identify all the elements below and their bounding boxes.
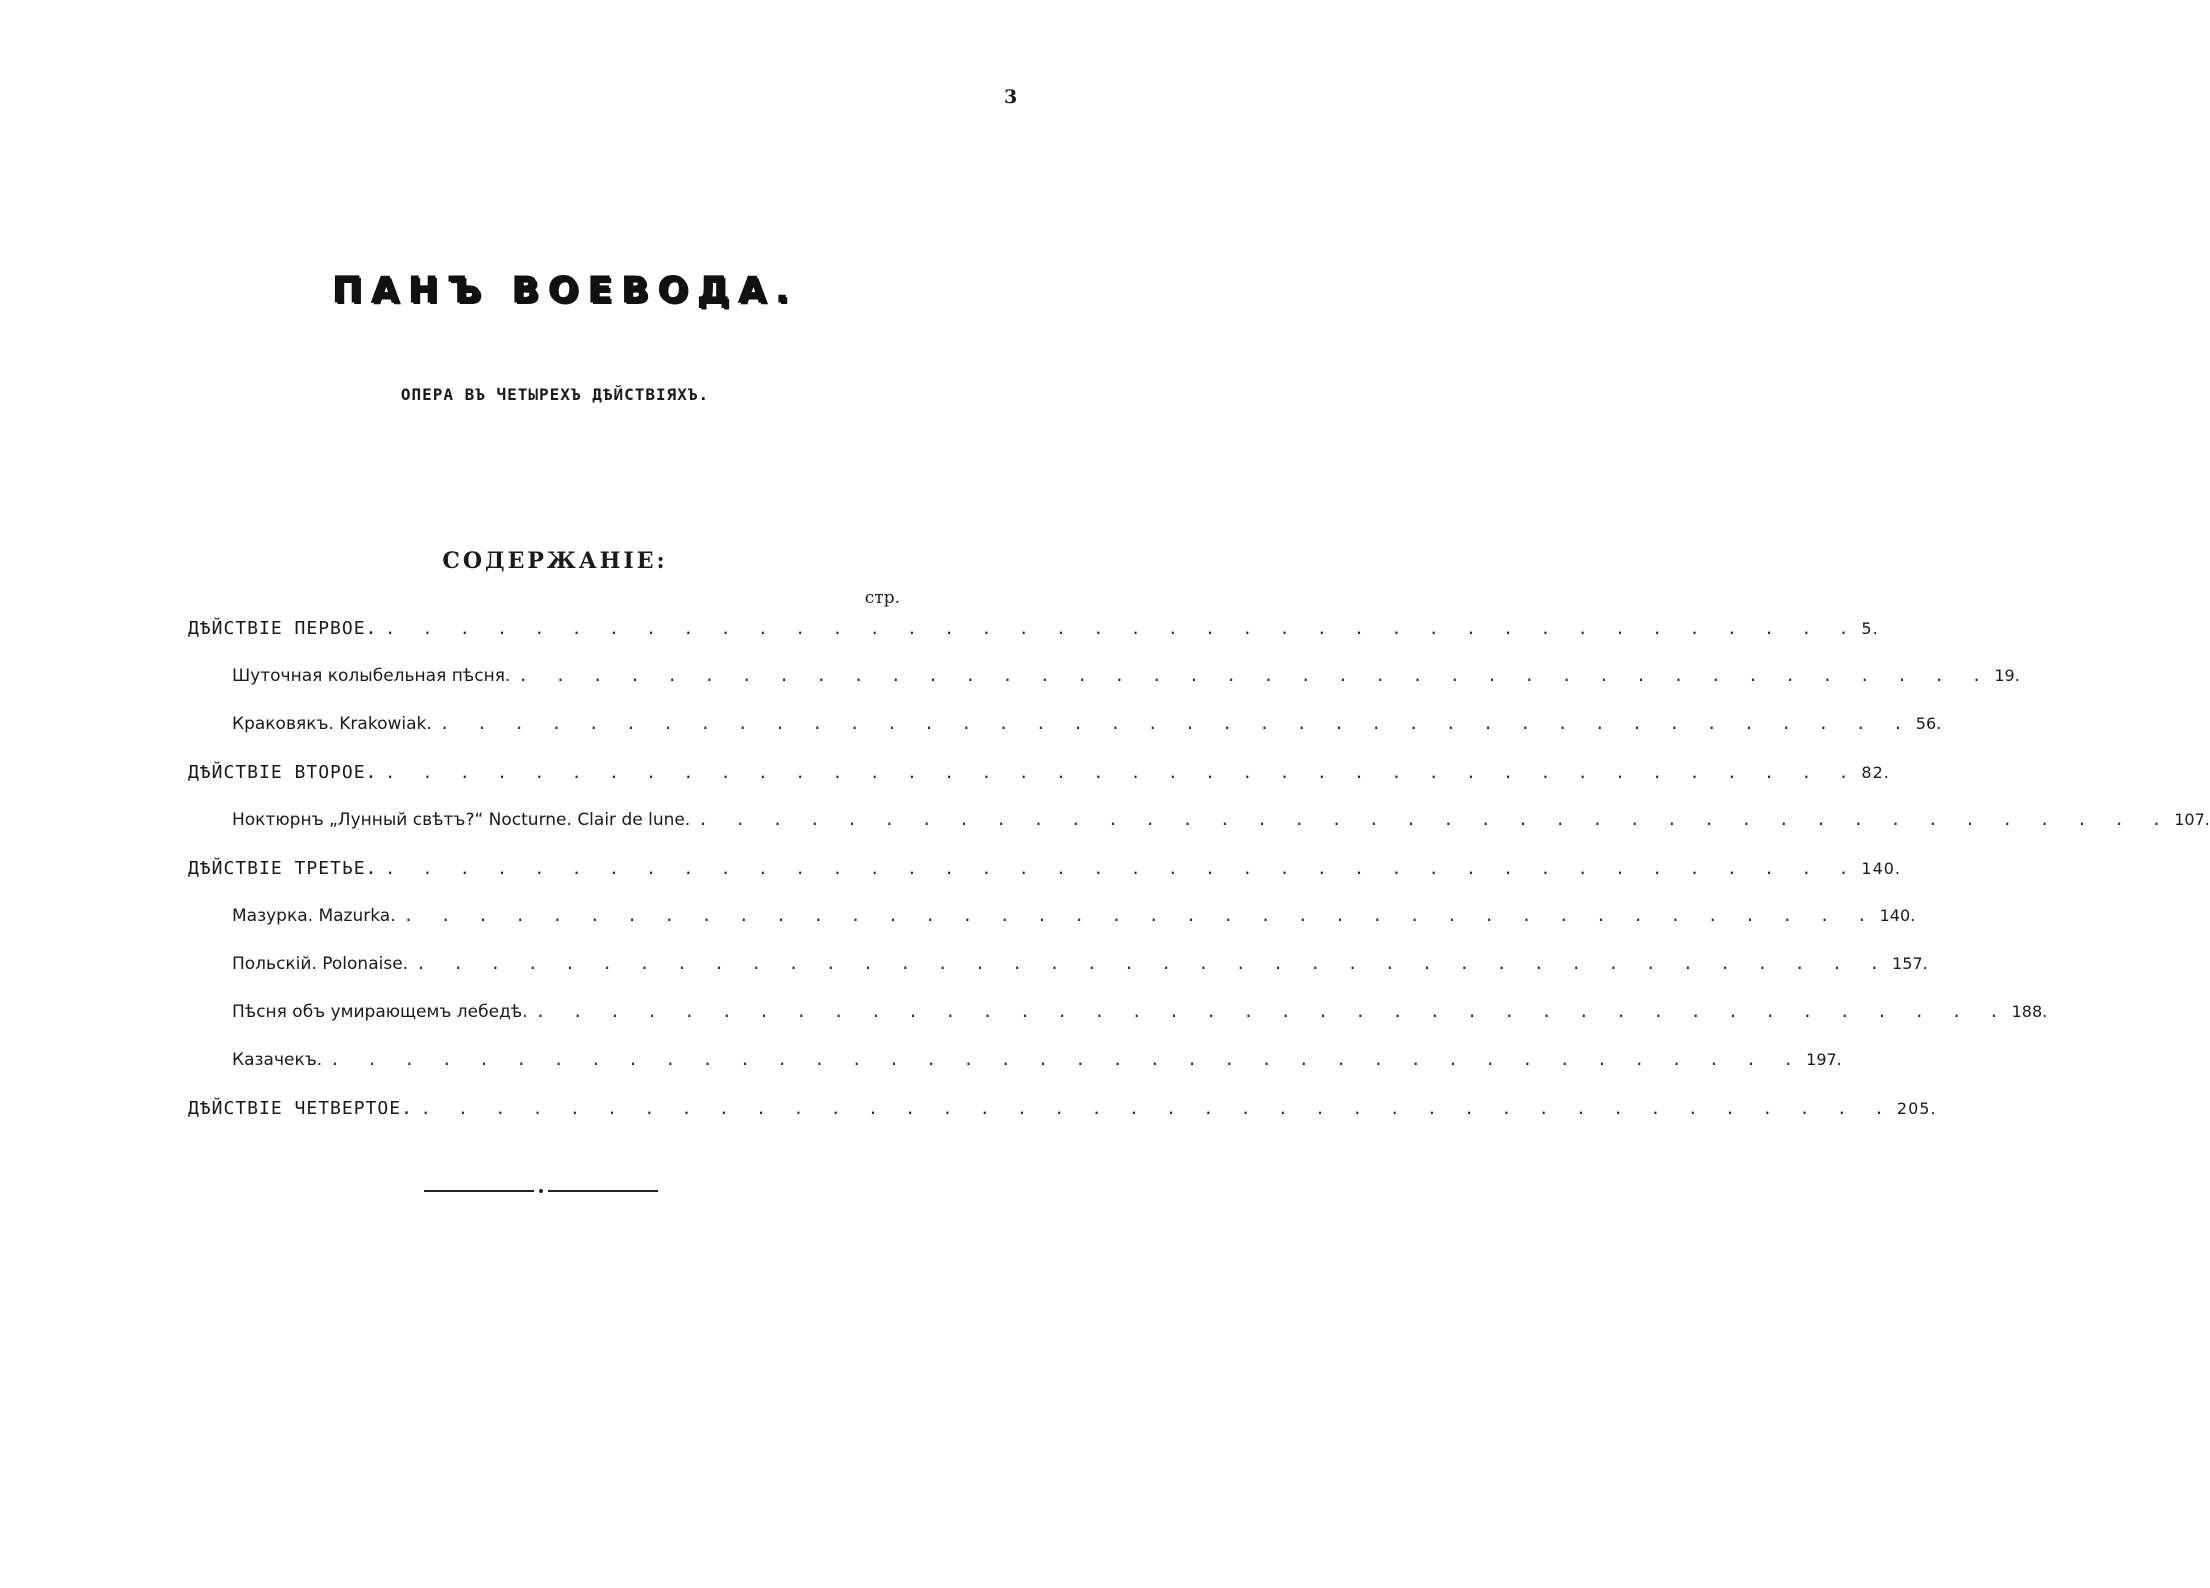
subtitle: ОПЕРА ВЪ ЧЕТЫРЕХЪ ДѢЙСТВІЯХЪ. (400, 385, 710, 404)
toc-entry-page: 19. (1994, 666, 2020, 685)
toc-entry-page: 56. (1915, 714, 1942, 733)
toc-entry-page: 205. (1896, 1099, 1937, 1118)
page-column-label: стр. (864, 588, 900, 608)
toc-entry-page: 197. (1806, 1050, 1842, 1069)
toc-entry-page: 157. (1892, 954, 1928, 973)
toc-entry-label: Краковякъ. Krakowiak. (232, 714, 432, 734)
toc-leader-dots: . . . . . . . . . . . . . . . . . . . . . . . . . . . . . . . . . . . . . . . . (385, 619, 1858, 638)
toc-entry-label: ДѢЙСТВІЕ ТРЕТЬЕ. (188, 858, 378, 879)
toc-entry-label: Мазурка. Mazurka. (232, 906, 396, 926)
toc-leader-dots: . . . . . . . . . . . . . . . . . . . . . . . . . . . . . . . . . . . . . . . . (385, 859, 1858, 878)
page-number: 3 (1004, 86, 1018, 108)
toc-entry-item (232, 666, 2020, 694)
toc-leader-dots: . . . . . . . . . . . . . . . . . . . . . . . . . . . . . . . . . . . . . . . . (698, 810, 2171, 829)
toc-leader-dots: . . . . . . . . . . . . . . . . . . . . . . . . . . . . . . . . . . . . . . . . (403, 906, 1876, 925)
toc-entry-label: ДѢЙСТВІЕ ВТОРОЕ. (188, 762, 378, 783)
toc-entry-act-1 (188, 618, 1879, 646)
ornament-divider (424, 1186, 658, 1196)
title: ПАНЪ ВОЕВОДА. (332, 270, 798, 311)
toc-entry-label: Казачекъ. (232, 1050, 323, 1070)
toc-entry-label: Польскій. Polonaise. (232, 954, 409, 974)
toc-entry-item (232, 810, 2210, 838)
toc-leader-dots: . . . . . . . . . . . . . . . . . . . . . . . . . . . . . . . . . . . . . . . . (535, 1002, 2008, 1021)
toc-leader-dots: . . . . . . . . . . . . . . . . . . . . . . . . . . . . . . . . . . . . . . . . (416, 954, 1889, 973)
toc-entry-act-4 (188, 1098, 1937, 1126)
contents-heading: СОДЕРЖАНІЕ: (442, 548, 668, 574)
toc-entry-page: 140. (1879, 906, 1916, 925)
toc-entry-item (232, 954, 1928, 982)
toc-entry-page: 82. (1861, 763, 1890, 782)
toc-entry-label: Ноктюрнъ „Лунный свѣтъ?“ Nocturne. Clair de lune. (232, 810, 691, 830)
toc-leader-dots: . . . . . . . . . . . . . . . . . . . . . . . . . . . . . . . . . . . . . . . . (420, 1099, 1893, 1118)
toc-leader-dots: . . . . . . . . . . . . . . . . . . . . . . . . . . . . . . . . . . . . . . . . (330, 1050, 1803, 1069)
toc-entry-label: ДѢЙСТВІЕ ЧЕТВЕРТОЕ. (188, 1098, 413, 1119)
toc-entry-item (232, 906, 1916, 934)
toc-entry-page: 5. (1861, 619, 1879, 638)
toc-entry-page: 188. (2011, 1002, 2048, 1021)
toc-entry-page: 107. (2174, 810, 2210, 829)
toc-entry-item (232, 1050, 1842, 1078)
toc-leader-dots: . . . . . . . . . . . . . . . . . . . . . . . . . . . . . . . . . . . . . . . . (439, 714, 1912, 733)
toc-entry-label: Пѣсня объ умирающемъ лебедѣ. (232, 1002, 528, 1022)
toc-entry-label: Шуточная колыбельная пѣсня. (232, 666, 511, 686)
toc-entry-act-3 (188, 858, 1902, 886)
toc-entry-item (232, 714, 1942, 742)
toc-leader-dots: . . . . . . . . . . . . . . . . . . . . . . . . . . . . . . . . . . . . . . . . (518, 666, 1991, 685)
toc-entry-item (232, 1002, 2048, 1030)
toc-entry-act-2 (188, 762, 1890, 790)
toc-entry-label: ДѢЙСТВІЕ ПЕРВОЕ. (188, 618, 378, 639)
toc-leader-dots: . . . . . . . . . . . . . . . . . . . . . . . . . . . . . . . . . . . . . . . . (385, 763, 1858, 782)
toc-entry-page: 140. (1861, 859, 1902, 878)
